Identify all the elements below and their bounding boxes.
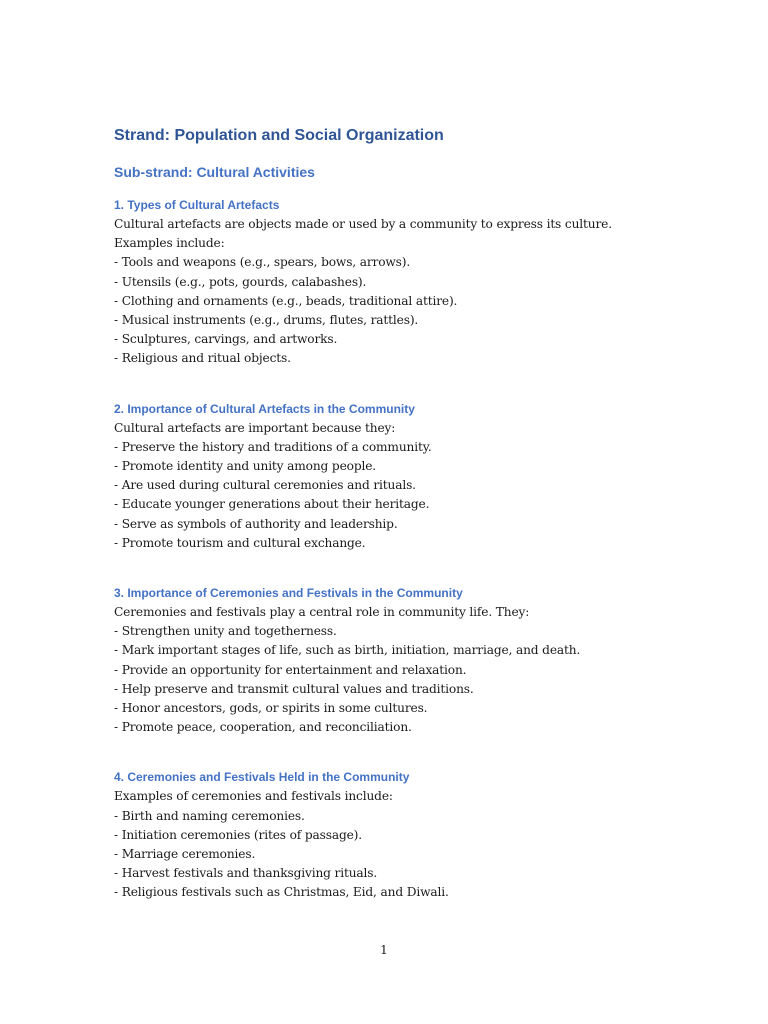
page-number: 1 — [380, 943, 388, 957]
section-intro: Examples of ceremonies and festivals include: — [114, 789, 393, 804]
list-item: - Harvest festivals and thanksgiving rituals. — [114, 866, 378, 881]
section-importance-of-ceremonies — [114, 584, 674, 737]
list-item: - Provide an opportunity for entertainment and relaxation. — [114, 662, 467, 677]
section-heading: 4. Ceremonies and Festivals Held in the Community — [114, 770, 410, 785]
list-item: - Are used during cultural ceremonies and rituals. — [114, 478, 416, 493]
list-item: - Serve as symbols of authority and leadership. — [114, 516, 398, 531]
list-item: - Religious and ritual objects. — [114, 351, 291, 366]
section-ceremonies-held — [114, 768, 674, 902]
section-intro: Cultural artefacts are objects made or used by a community to express its culture. Examples include: — [114, 217, 612, 251]
document-content — [114, 124, 674, 903]
document-title: Strand: Population and Social Organization — [114, 127, 444, 144]
list-item: - Marriage ceremonies. — [114, 847, 256, 862]
list-item: - Utensils (e.g., pots, gourds, calabashes). — [114, 274, 367, 289]
section-importance-of-artefacts — [114, 400, 674, 553]
sections-container — [114, 196, 674, 903]
section-heading: 2. Importance of Cultural Artefacts in the Community — [114, 401, 415, 416]
list-item: - Educate younger generations about their heritage. — [114, 497, 430, 512]
bullet-list — [114, 438, 674, 553]
list-item: - Musical instruments (e.g., drums, flutes, rattles). — [114, 313, 419, 328]
list-item: - Strengthen unity and togetherness. — [114, 624, 337, 639]
list-item: - Mark important stages of life, such as birth, initiation, marriage, and death. — [114, 643, 581, 658]
list-item: - Clothing and ornaments (e.g., beads, traditional attire). — [114, 293, 458, 308]
list-item: - Tools and weapons (e.g., spears, bows, arrows). — [114, 255, 411, 270]
section-intro: Ceremonies and festivals play a central role in community life. They: — [114, 605, 530, 620]
bullet-list — [114, 622, 674, 737]
bullet-list — [114, 253, 674, 368]
section-intro: Cultural artefacts are important because they: — [114, 420, 396, 435]
section-heading: 1. Types of Cultural Artefacts — [114, 198, 280, 212]
list-item: - Help preserve and transmit cultural values and traditions. — [114, 681, 474, 696]
list-item: - Promote peace, cooperation, and reconciliation. — [114, 720, 412, 735]
section-types-of-artefacts — [114, 196, 674, 369]
list-item: - Promote identity and unity among people. — [114, 459, 377, 474]
list-item: - Promote tourism and cultural exchange. — [114, 535, 366, 550]
list-item: - Initiation ceremonies (rites of passage). — [114, 827, 363, 842]
bullet-list — [114, 807, 674, 903]
list-item: - Sculptures, carvings, and artworks. — [114, 332, 338, 347]
section-heading: 3. Importance of Ceremonies and Festivals in the Community — [114, 586, 463, 601]
list-item: - Religious festivals such as Christmas, Eid, and Diwali. — [114, 885, 449, 900]
list-item: - Preserve the history and traditions of a community. — [114, 439, 432, 454]
list-item: - Honor ancestors, gods, or spirits in some cultures. — [114, 701, 428, 716]
document-subtitle: Sub-strand: Cultural Activities — [114, 164, 315, 180]
list-item: - Birth and naming ceremonies. — [114, 808, 305, 823]
